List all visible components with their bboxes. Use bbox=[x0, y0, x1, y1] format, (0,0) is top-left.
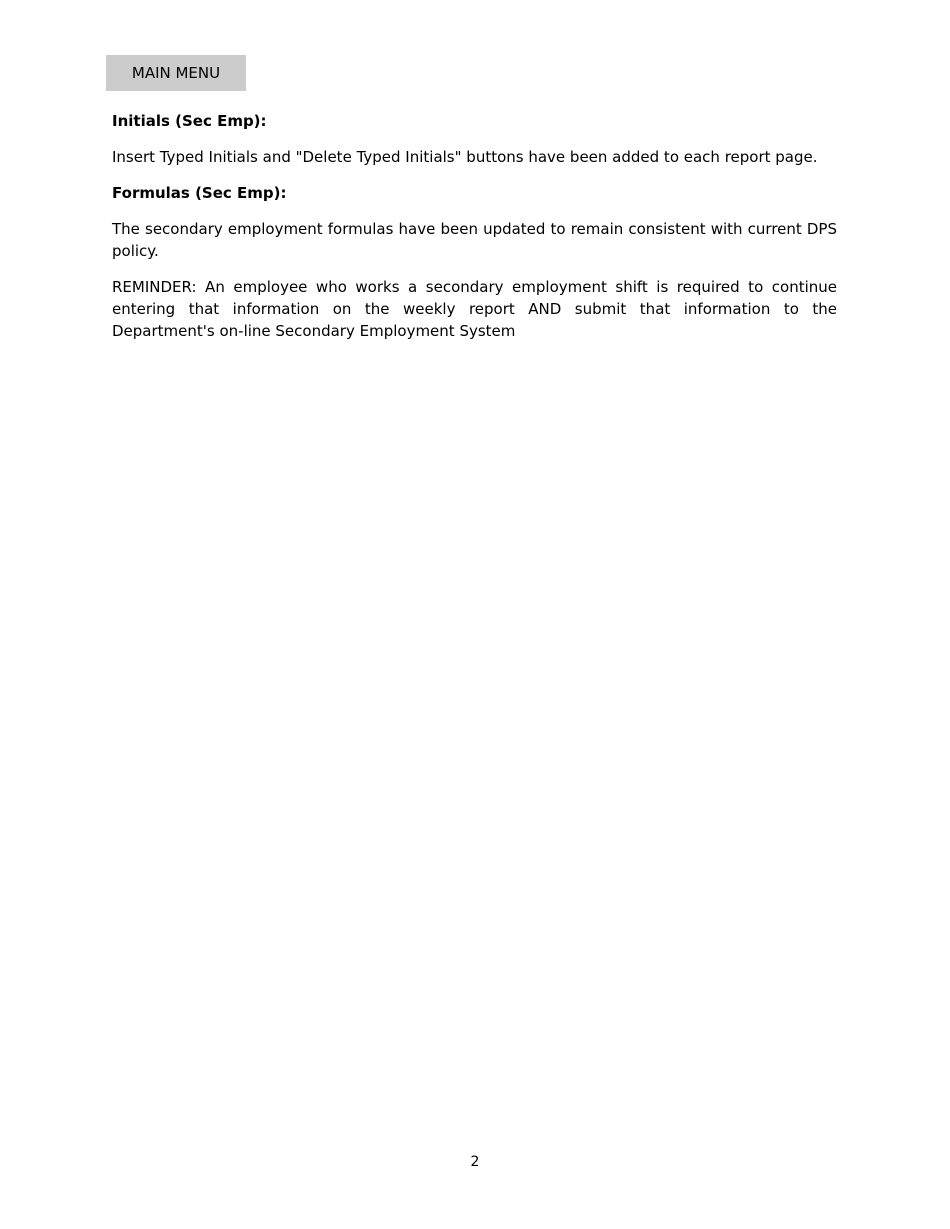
initials-heading: Initials (Sec Emp): bbox=[112, 112, 267, 130]
page-number: 2 bbox=[470, 1154, 480, 1170]
formulas-paragraph: The secondary employment formulas have been updated to remain consistent with current DPS policy. bbox=[112, 220, 837, 260]
initials-paragraph: Insert Typed Initials and "Delete Typed Initials" buttons have been added to each report page. bbox=[112, 148, 818, 166]
reminder-paragraph: REMINDER: An employee who works a secondary employment shift is required to continue entering that information on the weekly report AND submit that information to the Department's on-line Secondary Employment System bbox=[112, 278, 837, 340]
main-menu-button[interactable]: MAIN MENU bbox=[106, 55, 246, 91]
document-body bbox=[112, 110, 837, 356]
formulas-heading: Formulas (Sec Emp): bbox=[112, 184, 287, 202]
